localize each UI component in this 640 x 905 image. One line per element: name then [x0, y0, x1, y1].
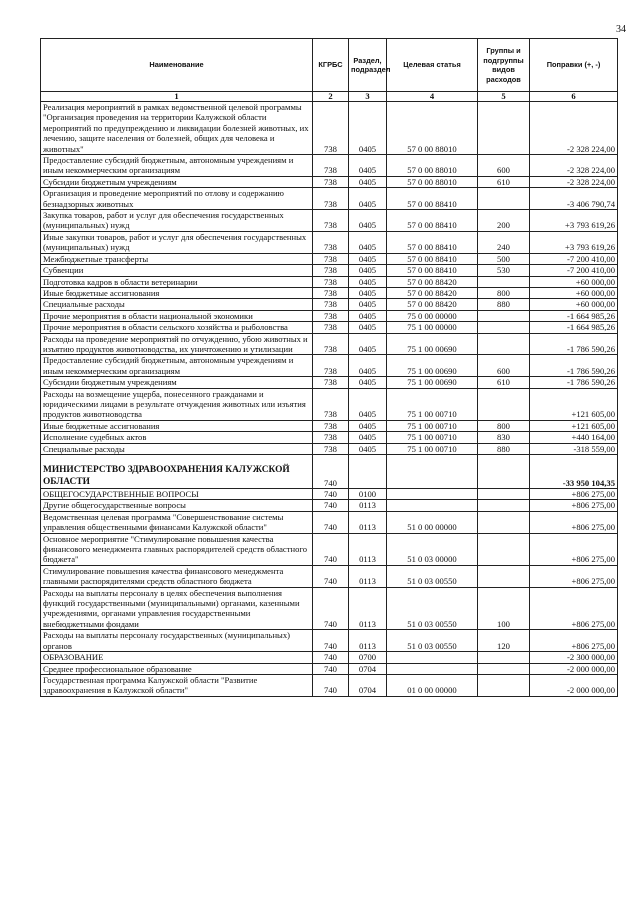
row-name: Другие общегосударственные вопросы: [41, 500, 313, 511]
row-target: [387, 500, 478, 511]
table-row: [41, 489, 618, 500]
row-amount: -318 559,00: [530, 443, 618, 454]
row-kgrbs: 740: [313, 500, 349, 511]
row-section: 0405: [349, 276, 387, 287]
row-name: ОБРАЗОВАНИЕ: [41, 652, 313, 663]
row-amount: -2 000 000,00: [530, 663, 618, 674]
row-section: 0405: [349, 188, 387, 210]
row-kgrbs: 738: [313, 102, 349, 155]
row-amount: +3 793 619,26: [530, 210, 618, 232]
row-group: 530: [478, 265, 530, 276]
table-row: [41, 265, 618, 276]
row-section: 0405: [349, 287, 387, 298]
row-target: 57 0 00 88420: [387, 299, 478, 310]
column-number: 5: [478, 92, 530, 102]
row-section: 0113: [349, 630, 387, 652]
row-name: Прочие мероприятия в области сельского хозяйства и рыболовства: [41, 322, 313, 333]
row-group: 880: [478, 299, 530, 310]
row-amount: -3 406 790,74: [530, 188, 618, 210]
table-row: [41, 287, 618, 298]
row-amount: +806 275,00: [530, 489, 618, 500]
row-name: Иные бюджетные ассигнования: [41, 287, 313, 298]
budget-amendments-table: [40, 38, 618, 697]
row-group: [478, 455, 530, 489]
row-section: 0405: [349, 231, 387, 253]
row-amount: +60 000,00: [530, 299, 618, 310]
row-target: 01 0 00 00000: [387, 674, 478, 696]
row-section: 0405: [349, 102, 387, 155]
row-section: 0100: [349, 489, 387, 500]
row-amount: -1 786 590,26: [530, 355, 618, 377]
table-row: [41, 674, 618, 696]
row-target: 75 1 00 00690: [387, 355, 478, 377]
row-kgrbs: 740: [313, 455, 349, 489]
row-section: 0405: [349, 355, 387, 377]
row-kgrbs: 738: [313, 299, 349, 310]
row-name: Среднее профессиональное образование: [41, 663, 313, 674]
row-group: [478, 333, 530, 355]
row-name: Расходы на выплаты персоналу в целях обеспечения выполнения функций государственными (муниципальными) органами, казенными учреждениями, органами управления государственными внебюджетными фондами: [41, 587, 313, 630]
row-kgrbs: 738: [313, 176, 349, 187]
row-target: 51 0 03 00550: [387, 565, 478, 587]
row-group: [478, 188, 530, 210]
row-kgrbs: 738: [313, 188, 349, 210]
table-row: [41, 355, 618, 377]
row-section: [349, 455, 387, 489]
table-row: [41, 210, 618, 232]
row-target: [387, 663, 478, 674]
row-kgrbs: 738: [313, 388, 349, 420]
row-section: 0113: [349, 511, 387, 533]
row-section: 0113: [349, 533, 387, 565]
column-number: 2: [313, 92, 349, 102]
row-group: [478, 565, 530, 587]
row-kgrbs: 740: [313, 663, 349, 674]
row-section: 0405: [349, 210, 387, 232]
row-kgrbs: 738: [313, 310, 349, 321]
row-kgrbs: 740: [313, 565, 349, 587]
row-section: 0113: [349, 587, 387, 630]
row-section: 0405: [349, 310, 387, 321]
row-group: [478, 674, 530, 696]
row-section: 0405: [349, 155, 387, 177]
row-amount: -1 786 590,26: [530, 377, 618, 388]
row-group: [478, 388, 530, 420]
column-number: 4: [387, 92, 478, 102]
table-row: [41, 388, 618, 420]
row-kgrbs: 740: [313, 587, 349, 630]
row-name: Расходы на возмещение ущерба, понесенного гражданами и юридическими лицами в результате отчуждения животных или изъятия продуктов животноводства: [41, 388, 313, 420]
table-row: [41, 587, 618, 630]
row-name: Закупка товаров, работ и услуг для обеспечения государственных (муниципальных) нужд: [41, 210, 313, 232]
row-amount: -1 786 590,26: [530, 333, 618, 355]
row-target: 57 0 00 88410: [387, 265, 478, 276]
row-amount: -1 664 985,26: [530, 322, 618, 333]
row-kgrbs: 738: [313, 210, 349, 232]
row-amount: -2 300 000,00: [530, 652, 618, 663]
row-amount: +806 275,00: [530, 511, 618, 533]
row-section: 0405: [349, 432, 387, 443]
table-row: [41, 500, 618, 511]
row-target: [387, 652, 478, 663]
row-group: [478, 322, 530, 333]
row-kgrbs: 738: [313, 276, 349, 287]
row-name: Стимулирование повышения качества финансового менеджмента главными распорядителями средств областного бюджета: [41, 565, 313, 587]
row-name: Предоставление субсидий бюджетным, автономным учреждениям и иным некоммерческим организациям: [41, 355, 313, 377]
row-name: Иные бюджетные ассигнования: [41, 420, 313, 431]
row-amount: +806 275,00: [530, 500, 618, 511]
row-amount: -7 200 410,00: [530, 265, 618, 276]
row-amount: +60 000,00: [530, 276, 618, 287]
row-name: Субсидии бюджетным учреждениям: [41, 377, 313, 388]
table-row: [41, 188, 618, 210]
table-row: [41, 443, 618, 454]
row-amount: -2 328 224,00: [530, 155, 618, 177]
row-section: 0113: [349, 565, 387, 587]
table-row: [41, 176, 618, 187]
row-section: 0405: [349, 176, 387, 187]
row-amount: -2 328 224,00: [530, 102, 618, 155]
header-target: Целевая статья: [387, 39, 478, 92]
row-section: 0405: [349, 420, 387, 431]
row-amount: +60 000,00: [530, 287, 618, 298]
row-section: 0405: [349, 265, 387, 276]
table-row: [41, 155, 618, 177]
row-group: 120: [478, 630, 530, 652]
row-name: МИНИСТЕРСТВО ЗДРАВООХРАНЕНИЯ КАЛУЖСКОЙ ОБЛАСТИ: [41, 455, 313, 489]
table-row: [41, 310, 618, 321]
row-kgrbs: 740: [313, 533, 349, 565]
row-target: 57 0 00 88410: [387, 210, 478, 232]
row-name: Основное мероприятие "Стимулирование повышения качества финансового менеджмента главных распорядителей средств областного бюджета": [41, 533, 313, 565]
row-section: 0704: [349, 674, 387, 696]
row-kgrbs: 738: [313, 231, 349, 253]
row-section: 0405: [349, 388, 387, 420]
table-row: [41, 663, 618, 674]
row-group: 600: [478, 355, 530, 377]
table-row: [41, 630, 618, 652]
row-kgrbs: 738: [313, 432, 349, 443]
row-amount: +806 275,00: [530, 587, 618, 630]
row-group: 200: [478, 210, 530, 232]
row-target: 75 1 00 00690: [387, 377, 478, 388]
row-name: Расходы на проведение мероприятий по отчуждению, убою животных и изъятию продуктов животноводства, их уничтожению и утилизации: [41, 333, 313, 355]
table-row: [41, 231, 618, 253]
header-section: Раздел, подраздел: [349, 39, 387, 92]
row-target: 75 1 00 00000: [387, 322, 478, 333]
table-row: [41, 102, 618, 155]
row-group: 240: [478, 231, 530, 253]
row-target: 51 0 03 00000: [387, 533, 478, 565]
row-name: Подготовка кадров в области ветеринарии: [41, 276, 313, 287]
row-target: 75 1 00 00710: [387, 388, 478, 420]
row-target: 75 1 00 00710: [387, 420, 478, 431]
row-target: 57 0 00 88420: [387, 287, 478, 298]
row-name: Предоставление субсидий бюджетным, автономным учреждениям и иным некоммерческим организациям: [41, 155, 313, 177]
row-group: [478, 500, 530, 511]
row-group: 800: [478, 287, 530, 298]
row-target: 75 1 00 00710: [387, 432, 478, 443]
row-amount: -7 200 410,00: [530, 253, 618, 264]
row-section: 0113: [349, 500, 387, 511]
row-amount: +121 605,00: [530, 420, 618, 431]
row-kgrbs: 738: [313, 265, 349, 276]
row-kgrbs: 740: [313, 489, 349, 500]
row-target: 51 0 00 00000: [387, 511, 478, 533]
row-kgrbs: 740: [313, 630, 349, 652]
row-target: 57 0 00 88010: [387, 155, 478, 177]
table-row: [41, 322, 618, 333]
header-groups: Группы и подгруппы видов расходов: [478, 39, 530, 92]
row-target: 75 1 00 00710: [387, 443, 478, 454]
table-row: [41, 652, 618, 663]
row-target: 75 1 00 00690: [387, 333, 478, 355]
row-kgrbs: 738: [313, 420, 349, 431]
table-row: [41, 276, 618, 287]
row-group: 610: [478, 176, 530, 187]
row-group: 500: [478, 253, 530, 264]
row-name: Прочие мероприятия в области национальной экономики: [41, 310, 313, 321]
table-row: [41, 333, 618, 355]
row-amount: -33 950 104,35: [530, 455, 618, 489]
row-target: 57 0 00 88010: [387, 102, 478, 155]
row-kgrbs: 738: [313, 287, 349, 298]
row-section: 0700: [349, 652, 387, 663]
row-amount: -2 328 224,00: [530, 176, 618, 187]
row-section: 0405: [349, 253, 387, 264]
row-group: [478, 276, 530, 287]
row-section: 0405: [349, 322, 387, 333]
table-row: [41, 377, 618, 388]
row-target: 57 0 00 88420: [387, 276, 478, 287]
row-amount: +806 275,00: [530, 533, 618, 565]
row-group: 600: [478, 155, 530, 177]
row-section: 0405: [349, 377, 387, 388]
row-kgrbs: 740: [313, 511, 349, 533]
row-kgrbs: 738: [313, 155, 349, 177]
row-amount: -2 000 000,00: [530, 674, 618, 696]
row-amount: +440 164,00: [530, 432, 618, 443]
row-target: 57 0 00 88010: [387, 176, 478, 187]
row-group: 880: [478, 443, 530, 454]
table-row: [41, 533, 618, 565]
row-amount: +806 275,00: [530, 630, 618, 652]
row-kgrbs: 740: [313, 652, 349, 663]
row-name: Реализация мероприятий в рамках ведомственной целевой программы "Организация проведения на территории Калужской области мероприятий по предупреждению и ликвидации болезней животных, их лечению, защите населения от болезней, общих для человека и животных": [41, 102, 313, 155]
page-number: 34: [616, 24, 626, 35]
row-name: Субвенции: [41, 265, 313, 276]
row-kgrbs: 740: [313, 674, 349, 696]
row-target: 57 0 00 88410: [387, 231, 478, 253]
header-name: Наименование: [41, 39, 313, 92]
row-name: Иные закупки товаров, работ и услуг для обеспечения государственных (муниципальных) нужд: [41, 231, 313, 253]
row-target: 57 0 00 88410: [387, 253, 478, 264]
row-group: [478, 310, 530, 321]
row-name: Специальные расходы: [41, 443, 313, 454]
column-number: 1: [41, 92, 313, 102]
table-row: [41, 420, 618, 431]
row-amount: +121 605,00: [530, 388, 618, 420]
row-name: Ведомственная целевая программа "Совершенствование системы управления общественными финансами Калужской области": [41, 511, 313, 533]
row-amount: +3 793 619,26: [530, 231, 618, 253]
column-number-row: [41, 92, 618, 102]
row-kgrbs: 738: [313, 333, 349, 355]
row-group: [478, 511, 530, 533]
row-amount: -1 664 985,26: [530, 310, 618, 321]
row-target: 51 0 03 00550: [387, 587, 478, 630]
row-group: [478, 102, 530, 155]
row-group: [478, 652, 530, 663]
row-name: Субсидии бюджетным учреждениям: [41, 176, 313, 187]
table-row: [41, 432, 618, 443]
table-row: [41, 565, 618, 587]
row-name: Расходы на выплаты персоналу государственных (муниципальных) органов: [41, 630, 313, 652]
row-target: [387, 455, 478, 489]
table-row: [41, 511, 618, 533]
row-kgrbs: 738: [313, 377, 349, 388]
row-name: Организация и проведение мероприятий по отлову и содержанию безнадзорных животных: [41, 188, 313, 210]
row-group: 800: [478, 420, 530, 431]
row-section: 0405: [349, 299, 387, 310]
header-kgrbs: КГРБС: [313, 39, 349, 92]
row-group: 100: [478, 587, 530, 630]
row-group: 830: [478, 432, 530, 443]
row-section: 0704: [349, 663, 387, 674]
column-number: 3: [349, 92, 387, 102]
table-row: [41, 299, 618, 310]
row-group: [478, 663, 530, 674]
row-kgrbs: 738: [313, 253, 349, 264]
row-target: 75 0 00 00000: [387, 310, 478, 321]
row-target: 57 0 00 88410: [387, 188, 478, 210]
row-kgrbs: 738: [313, 443, 349, 454]
row-group: [478, 489, 530, 500]
row-section: 0405: [349, 333, 387, 355]
column-number: 6: [530, 92, 618, 102]
row-name: Исполнение судебных актов: [41, 432, 313, 443]
row-amount: +806 275,00: [530, 565, 618, 587]
row-section: 0405: [349, 443, 387, 454]
header-amendments: Поправки (+, -): [530, 39, 618, 92]
row-target: [387, 489, 478, 500]
row-group: 610: [478, 377, 530, 388]
table-row: [41, 253, 618, 264]
table-header-row: [41, 39, 618, 92]
row-kgrbs: 738: [313, 355, 349, 377]
row-group: [478, 533, 530, 565]
ministry-row: [41, 455, 618, 489]
row-name: Государственная программа Калужской области "Развитие здравоохранения в Калужской области": [41, 674, 313, 696]
row-target: 51 0 03 00550: [387, 630, 478, 652]
row-name: Специальные расходы: [41, 299, 313, 310]
row-name: ОБЩЕГОСУДАРСТВЕННЫЕ ВОПРОСЫ: [41, 489, 313, 500]
row-name: Межбюджетные трансферты: [41, 253, 313, 264]
row-kgrbs: 738: [313, 322, 349, 333]
